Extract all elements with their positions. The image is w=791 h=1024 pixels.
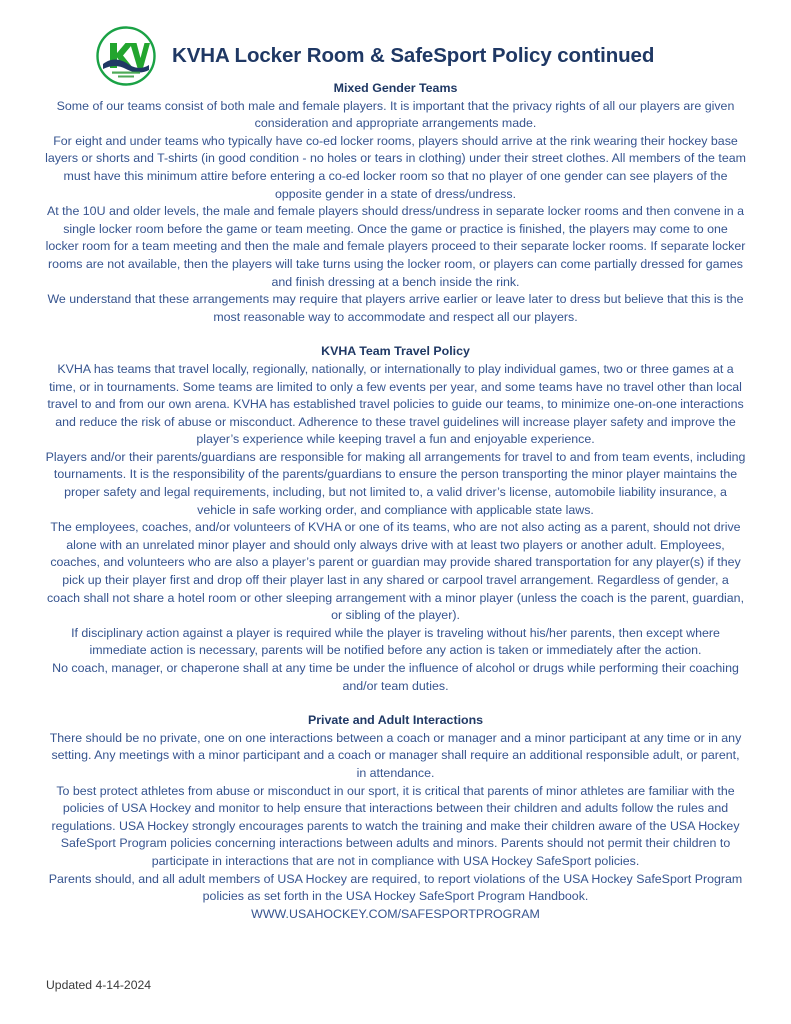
- section-kvha-team-travel-policy: [44, 343, 747, 695]
- safesport-program-url[interactable]: WWW.USAHOCKEY.COM/SAFESPORTPROGRAM: [251, 906, 540, 921]
- paragraph: If disciplinary action against a player is required while the player is traveling without his/her parents, then except where immediate action is necessary, parents will be notified before any action is taken or immediately after the action.: [71, 625, 720, 658]
- kvha-logo-icon: [96, 26, 156, 86]
- paragraph: Some of our teams consist of both male and female players. It is important that the privacy rights of all our players are given consideration and appropriate arrangements made.: [56, 98, 735, 131]
- paragraph: There should be no private, one on one interactions between a coach or manager and a minor participant at any time or in any setting. Any meetings with a minor participant and a coach or manager shall require an additional responsible adult, or parent, in attendance.: [49, 730, 742, 780]
- paragraph: Players and/or their parents/guardians are responsible for making all arrangements for travel to and from team events, including tournaments. It is the responsibility of the parents/guardians to ensure the person transporting the minor player maintains the proper safety and legal requirements, including, but not limited to, a valid driver’s license, automobile liability insurance, a vehicle in safe working order, and compliance with applicable state laws.: [45, 449, 746, 517]
- section-heading: KVHA Team Travel Policy: [321, 344, 470, 359]
- paragraph: Parents should, and all adult members of USA Hockey are required, to report violations of the USA Hockey SafeSport Program policies as set forth in the USA Hockey SafeSport Program Handbook.: [48, 871, 743, 904]
- footer-updated-date: Updated 4-14-2024: [46, 978, 152, 992]
- section-heading: Private and Adult Interactions: [307, 713, 484, 728]
- section-mixed-gender-teams: [44, 80, 747, 326]
- paragraph: KVHA has teams that travel locally, regionally, nationally, or internationally to play individual games, two or three games at a time, or in tournaments. Some teams are limited to only a few events per year, and some teams have no travel other than local travel to and from our own arena. KVHA has established travel policies to guide our teams, to minimize one-on-one interactions and reduce the risk of abuse or misconduct. Adherence to these travel guidelines will increase player safety and improve the player’s experience while keeping travel a fun and enjoyable experience.: [47, 361, 744, 447]
- paragraph: The employees, coaches, and/or volunteers of KVHA or one of its teams, who are not also acting as a parent, should not drive alone with an unrelated minor player and should only always drive with at least two players or another adult. Employees, coaches, and volunteers who are also a player’s parent or guardian may provide shared transportation for any player(s) if they pick up their player first and drop off their player last in any shared or carpool travel arrangement. Regardless of gender, a coach shall not share a hotel room or other sleeping arrangement with a minor player (unless the coach is the parent, guardian, or sibling of the player).: [46, 520, 745, 623]
- section-private-and-adult-interactions: [44, 712, 747, 923]
- document-body: [38, 80, 753, 923]
- paragraph: At the 10U and older levels, the male and female players should dress/undress in separate locker rooms and then convene in a single locker room before the game or team meeting. Once the game or practice is finished, the players may come to one locker room for a team meeting and then the male and female players proceed to their separate locker rooms. If separate locker rooms are not available, then the players will take turns using the locker room, or players can come partially dressed for games and finish dressing at a bench inside the rink.: [45, 204, 746, 289]
- section-divider-space: [44, 326, 747, 343]
- section-divider-space: [44, 695, 747, 712]
- paragraph: For eight and under teams who typically have co-ed locker rooms, players should arrive at the rink wearing their hockey base layers or shorts and T-shirts (in good condition - no holes or tears in clothing) under their street clothes. All members of the team must have this minimum attire before entering a co-ed locker room so that no player of one gender can see players of the opposite gender in a state of dress/undress.: [45, 133, 746, 201]
- paragraph: No coach, manager, or chaperone shall at any time be under the influence of alcohol or drugs while performing their coaching and/or team duties.: [52, 661, 739, 693]
- paragraph: We understand that these arrangements may require that players arrive earlier or leave later to dress but believe that this is the most reasonable way to accommodate and respect all our players.: [47, 292, 744, 324]
- document-header: [38, 0, 753, 72]
- section-heading: Mixed Gender Teams: [333, 81, 458, 95]
- page-title: KVHA Locker Room & SafeSport Policy continued: [172, 44, 655, 67]
- paragraph: To best protect athletes from abuse or misconduct in our sport, it is critical that parents of minor athletes are familiar with the policies of USA Hockey and monitor to help ensure that interactions between their children and adults follow the rules and regulations. USA Hockey strongly encourages parents to watch the training and make their children aware of the USA Hockey SafeSport Program policies concerning interactions between adults and minors. Parents should not permit their children to participate in interactions that are not in compliance with USA Hockey SafeSport policies.: [51, 783, 740, 868]
